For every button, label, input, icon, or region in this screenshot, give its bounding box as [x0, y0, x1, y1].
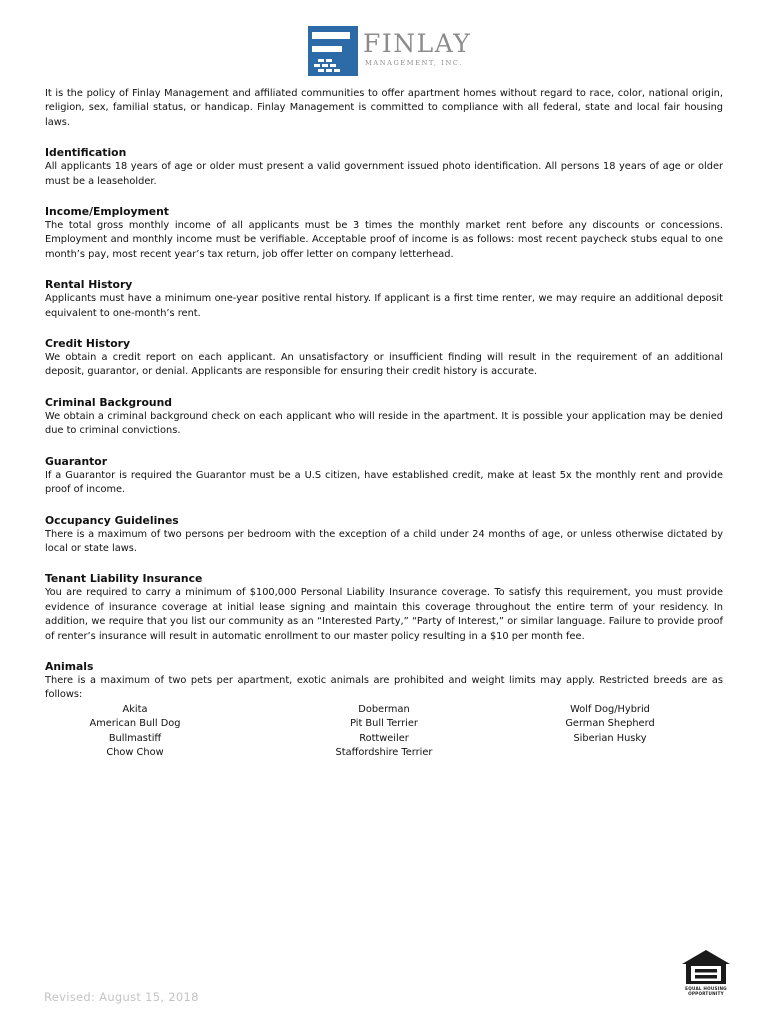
section-body: All applicants 18 years of age or older must present a valid government issued photo identification. All persons 18 years of age or older must be a leaseholder.: [45, 161, 723, 187]
section-body: If a Guarantor is required the Guarantor must be a U.S citizen, have established credit, make at least 5x the monthly rent and provide proof of income.: [45, 469, 723, 496]
section-guarantor: [45, 454, 723, 498]
section-title: Animals: [45, 659, 94, 673]
section-title: Credit History: [45, 337, 131, 351]
section-title: Occupancy Guidelines: [45, 513, 179, 527]
section-body: We obtain a criminal background check on each applicant who will reside in the apartment. It is possible your application may be denied due to criminal convictions.: [45, 410, 723, 437]
section-body: Applicants must have a minimum one-year positive rental history. If applicant is a first time renter, we may require an additional deposit equivalent to one-month’s rent.: [45, 293, 723, 319]
finlay-logo-icon: [308, 26, 358, 76]
breed-item: Staffordshire Terrier: [335, 746, 433, 758]
breed-item: Pit Bull Terrier: [350, 718, 418, 730]
breed-item: Siberian Husky: [573, 732, 647, 744]
section-rental-history: [45, 277, 723, 321]
section-title: Rental History: [45, 278, 133, 292]
eho-line-1: EQUAL HOUSING: [685, 986, 727, 991]
section-body: There is a maximum of two pets per apartment, exotic animals are prohibited and weight limits may apply. Restricted breeds are as follows:: [45, 674, 723, 701]
revised-date: Revised: August 15, 2018: [44, 990, 199, 1004]
breed-item: Chow Chow: [106, 746, 164, 758]
company-logo: [308, 26, 472, 78]
section-criminal-background: [45, 395, 723, 439]
section-title: Identification: [45, 146, 127, 160]
section-body: You are required to carry a minimum of $100,000 Personal Liability Insurance coverage. To satisfy this requirement, you must provide evidence of insurance coverage at initial lease signing and maintain this coverage throughout the entire term of your residency. In addition, we require that you list our community as an “Interested Party,” “Party of Interest,” or similar language. Failure to provide proof of renter’s insurance will result in automatic enrollment to our master policy resulting in a $10 per month fee.: [45, 587, 723, 642]
breed-item: German Shepherd: [565, 718, 655, 730]
section-body: The total gross monthly income of all applicants must be 3 times the monthly market rent before any discounts or concessions. Employment and monthly income must be verifiable. Acceptable proof of income is as follows: most recent paycheck stubs equal to one month’s pay, most recent year’s tax return, job offer letter on company letterhead.: [45, 220, 723, 260]
section-body: We obtain a credit report on each applicant. An unsatisfactory or insufficient finding will result in the requirement of an additional deposit, guarantor, or denial. Applicants are responsible for ensuring their credit history is accurate.: [45, 352, 723, 378]
section-credit-history: [45, 336, 723, 380]
section-identification: [45, 145, 723, 189]
restricted-breeds-list: [45, 703, 723, 761]
section-body: There is a maximum of two persons per bedroom with the exception of a child under 24 months of age, or unless otherwise dictated by local or state laws.: [45, 528, 723, 554]
breed-item: Bullmastiff: [108, 732, 162, 744]
breed-column: [271, 703, 497, 761]
breed-item: Wolf Dog/Hybrid: [570, 703, 650, 715]
intro-paragraph: It is the policy of Finlay Management and affiliated communities to offer apartment homes without regard to race, color, national origin, religion, sex, familial status, or handicap. Finlay Management is committed to compliance with all federal, state and local fair housing laws.: [45, 88, 723, 128]
breed-item: American Bull Dog: [89, 718, 181, 730]
section-tenant-liability-insurance: [45, 571, 723, 644]
section-title: Criminal Background: [45, 395, 173, 409]
logo-subtitle: MANAGEMENT, INC.: [365, 59, 463, 67]
policy-content: [45, 87, 723, 775]
eho-line-2: OPPORTUNITY: [688, 991, 724, 996]
section-animals: [45, 659, 723, 760]
breed-column: [497, 703, 723, 761]
section-occupancy-guidelines: [45, 513, 723, 557]
breed-item: Akita: [122, 703, 148, 715]
section-title: Tenant Liability Insurance: [45, 572, 203, 586]
section-title: Guarantor: [45, 454, 108, 468]
breed-item: Doberman: [358, 703, 410, 715]
section-income-employment: [45, 204, 723, 262]
breed-column: [45, 703, 225, 761]
section-title: Income/Employment: [45, 205, 169, 219]
breed-item: Rottweiler: [359, 732, 409, 744]
logo-name: FINLAY: [363, 29, 472, 58]
equal-housing-label: [676, 986, 736, 996]
